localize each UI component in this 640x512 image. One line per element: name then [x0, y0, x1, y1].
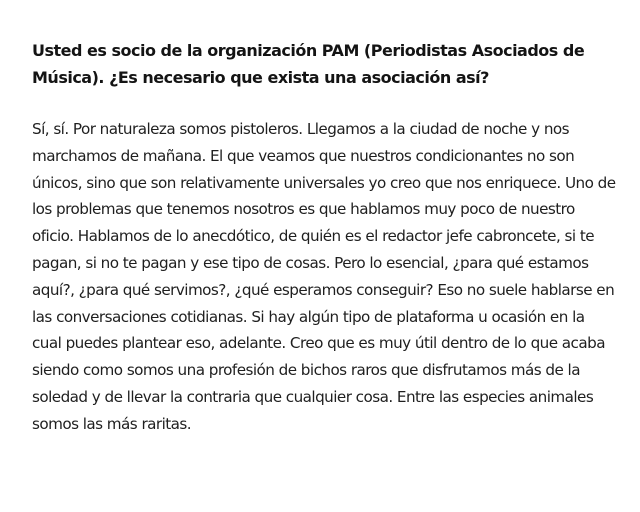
interview-answer: Sí, sí. Por naturaleza somos pistoleros. Llegamos a la ciudad de noche y nos marchamos de mañana. El que veamos que nuestros condicionantes no son únicos, sino que son relativamente universales yo creo que nos enriquece. Uno de los problemas que tenemos nosotros es que hablamos muy poco de nuestro oficio. Hablamos de lo anecdótico, de quién es el redactor jefe cabroncete, si te pagan, si no te pagan y ese tipo de cosas. Pero lo esencial, ¿para qué estamos aquí?, ¿para qué servimos?, ¿qué esperamos conseguir? Eso no suele hablarse en las conversaciones cotidianas. Si hay algún tipo de plataforma u ocasión en la cual puedes plantear eso, adelante. Creo que es muy útil dentro de lo que acaba siendo como somos una profesión de bichos raros que disfrutamos más de la soledad y de llevar la contraria que cualquier cosa. Entre las especies animales somos las más raritas.	[32, 120, 616, 433]
interview-question: Usted es socio de la organización PAM (Periodistas Asociados de Música). ¿Es necesario que exista una asociación así?	[32, 41, 585, 87]
interview-article	[32, 37, 616, 438]
